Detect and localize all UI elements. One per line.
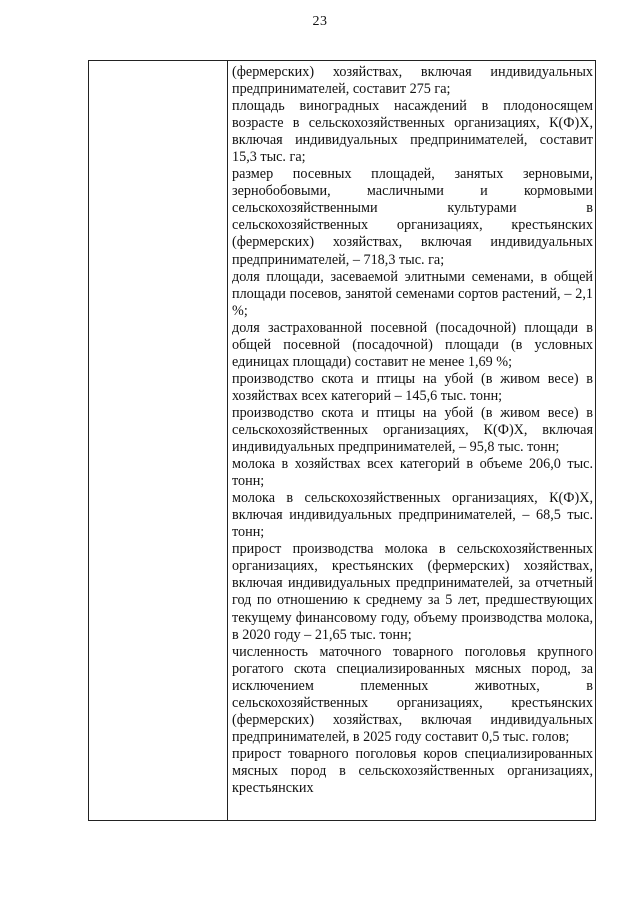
- paragraph-elite-seeds-share: доля площади, засеваемой элитными семенами, в общей площади посевов, занятой семенами сортов растений, – 2,1 %;: [232, 268, 593, 319]
- page-number: 23: [312, 14, 328, 29]
- paragraph-milk-all-categories: молока в хозяйствах всех категорий в объеме 206,0 тыс. тонн;: [232, 456, 593, 490]
- document-table: [88, 60, 596, 821]
- paragraph-farm-area: (фермерских) хозяйствах, включая индивидуальных предпринимателей, составит 275 га;: [232, 64, 593, 98]
- paragraph-livestock-organizations: производство скота и птицы на убой (в живом весе) в сельскохозяйственных организациях, К(Ф)Х, включая индивидуальных предпринимателей, – 95,8 тыс. тонн;: [232, 404, 593, 456]
- table-right-cell: [228, 61, 595, 820]
- paragraph-livestock-all-categories: производство скота и птицы на убой (в живом весе) в хозяйствах всех категорий – 145,6 тыс. тонн;: [232, 370, 593, 404]
- paragraph-milk-organizations: молока в сельскохозяйственных организациях, К(Ф)Х, включая индивидуальных предпринимателей, – 68,5 тыс. тонн;: [232, 490, 593, 541]
- table-left-cell: [89, 61, 228, 820]
- paragraph-vineyard-area: площадь виноградных насаждений в плодоносящем возрасте в сельскохозяйственных организациях, К(Ф)Х, включая индивидуальных предпринимателей, составит 15,3 тыс. га;: [232, 98, 593, 166]
- paragraph-milk-growth: прирост производства молока в сельскохозяйственных организациях, крестьянских (фермерских) хозяйствах, включая индивидуальных предпринимателей, за отчетный год по отношению к среднему за 5 лет, предшествующих текущему финансовому году, объему производства молока, в 2020 году – 21,65 тыс. тонн;: [232, 541, 593, 643]
- paragraph-beef-cattle-count: численность маточного товарного поголовья крупного рогатого скота специализированных мясных пород, за исключением племенных животных, в сельскохозяйственных организациях, крестьянских (фермерских) хозяйствах, включая индивидуальных предпринимателей, в 2025 году составит 0,5 тыс. голов;: [232, 643, 593, 745]
- paragraph-insured-area-share: доля застрахованной посевной (посадочной) площади в общей посевной (посадочной) площади (в условных единицах площади) составит не менее 1,69 %;: [232, 319, 593, 370]
- paragraph-sown-area: размер посевных площадей, занятых зерновыми, зернобобовыми, масличными и кормовыми сельскохозяйственными культурами в сельскохозяйственных организациях, крестьянских (фермерских) хозяйствах, включая индивидуальных предпринимателей, – 718,3 тыс. га;: [232, 166, 593, 268]
- paragraph-beef-cows-growth: прирост товарного поголовья коров специализированных мясных пород в сельскохозяйственных организациях, крестьянских: [232, 745, 593, 796]
